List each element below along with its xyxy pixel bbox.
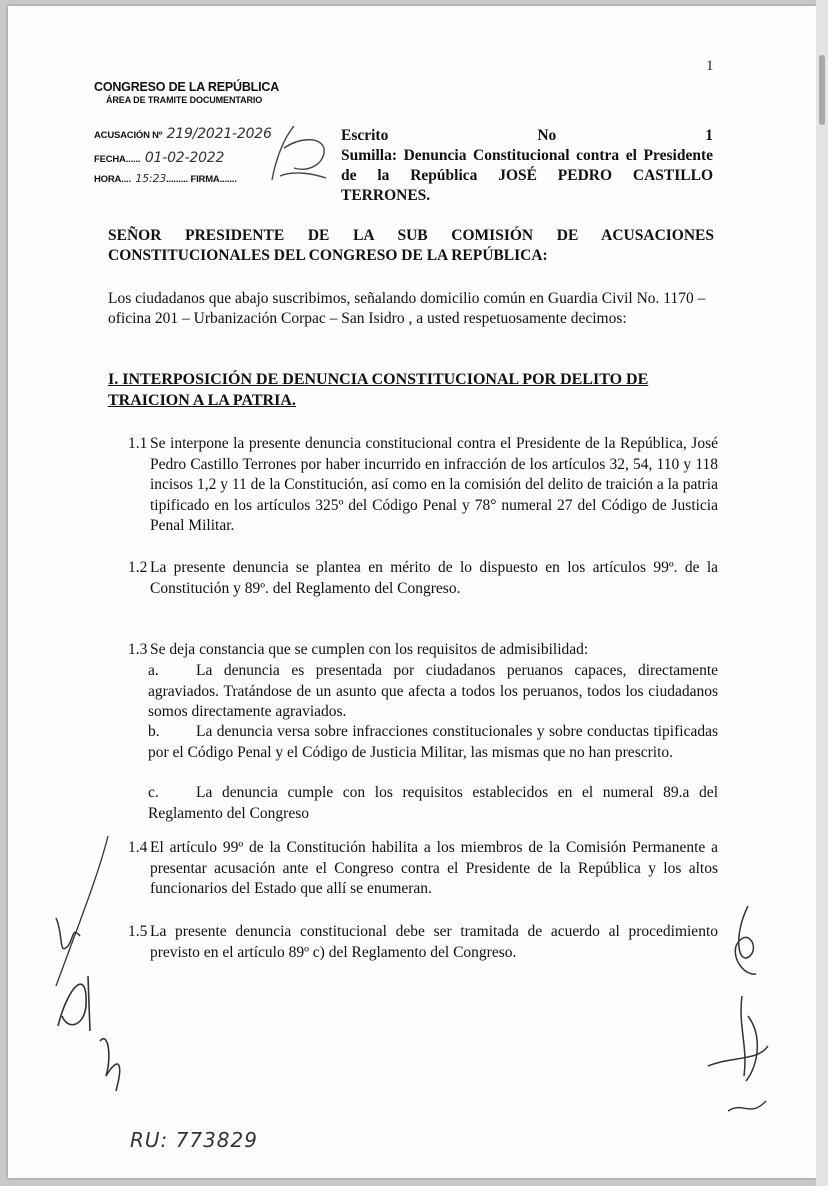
stamp-hora-label: HORA — [94, 174, 122, 185]
sub-item: c. La denuncia cumple con los requisitos establecidos en el numeral 89.a del Reglamento del Congreso — [148, 784, 718, 822]
stamp-initials-signature — [254, 118, 334, 188]
document-heading — [341, 126, 713, 206]
stamp-firma-label: FIRMA — [190, 174, 220, 185]
list-item: 1.2 La presente denuncia se plantea en mérito de lo dispuesto en los artículos 99º. de la Constitución y 89º. del Reglamento del Congreso. — [128, 559, 718, 597]
stamp-org: CONGRESO DE LA REPÚBLICA — [94, 80, 280, 94]
sumilla: Sumilla: Denuncia Constitucional contra el Presidente de la República JOSÉ PEDRO CASTILLO TERRONES. — [341, 147, 713, 204]
addressee: SEÑOR PRESIDENTE DE LA SUB COMISIÓN DE ACUSACIONES CONSTITUCIONALES DEL CONGRESO DE LA REPÚBLICA: — [108, 227, 714, 264]
stamp-fecha-row: FECHA...... 01-02-2022 — [94, 150, 225, 166]
page-number: 1 — [706, 58, 714, 74]
sub-item: b. La denuncia versa sobre infracciones constitucionales y sobre conductas tipificadas por el Código Penal y el Código de Justicia Militar, las mismas que no han prescrito. — [148, 723, 718, 761]
stamp-fecha-label: FECHA — [94, 154, 126, 165]
stamp-acusacion-value: 219/2021-2026 — [166, 126, 272, 142]
stamp-hora-value: 15:23 — [135, 172, 167, 185]
reception-stamp — [94, 80, 334, 185]
list-item: 1.3 Se deja constancia que se cumplen con los requisitos de admisibilidad: — [128, 641, 589, 658]
sub-item: a. La denuncia es presentada por ciudadanos peruanos capaces, directamente agraviados. Tratándose de un asunto que afecta a todos los peruanos, todos los ciudadanos somos directamente agraviados. — [148, 662, 718, 720]
right-margin-signatures — [688, 896, 798, 1126]
scrollbar[interactable] — [816, 0, 828, 1186]
intro-paragraph: Los ciudadanos que abajo suscribimos, señalando domicilio común en Guardia Civil No. 1170 – oficina 201 – Urbanización Corpac – San Isidro , a usted respetuosamente decimos: — [108, 290, 706, 327]
left-margin-signatures — [28, 826, 138, 1106]
stamp-hora-row: HORA.... 15:23......... FIRMA....... — [94, 172, 237, 185]
escrito-number: 1 — [705, 127, 713, 144]
escrito-label: Escrito — [341, 127, 389, 144]
list-item: 1.4 El artículo 99º de la Constitución habilita a los miembros de la Comisión Permanente a presentar acusación ante el Congreso contra el Presidente de la República y los altos funcionarios del Estado que allí se enumeran. — [128, 839, 718, 897]
list-item: 1.1 Se interpone la presente denuncia constitucional contra el Presidente de la República, José Pedro Castillo Terrones por haber incurrido en infracción de los artículos 32, 54, 110 y 118 incisos 1,2 y 11 de la Constitución, así como en la comisión del delito de traición a la patria tipificado en los artículos 325º del Código Penal y 78° numeral 27 del Código de Justicia Penal Militar. — [128, 435, 718, 534]
stamp-area: ÁREA DE TRAMITE DOCUMENTARIO — [106, 95, 263, 105]
section-title: I. INTERPOSICIÓN DE DENUNCIA CONSTITUCIONAL POR DELITO DE TRAICION A LA PATRIA. — [108, 371, 649, 409]
no-label: No — [537, 127, 557, 144]
list-item: 1.5 La presente denuncia constitucional debe ser tramitada de acuerdo al procedimiento previsto en el artículo 89º c) del Reglamento del Congreso. — [128, 923, 718, 961]
handwritten-reference: RU: 773829 — [130, 1128, 258, 1152]
scrollbar-thumb[interactable] — [819, 55, 825, 125]
stamp-fecha-value: 01-02-2022 — [144, 150, 225, 166]
stamp-acusacion-label: ACUSACIÓN Nº — [94, 130, 163, 141]
document-page — [8, 6, 816, 1178]
stamp-acusacion-row — [94, 126, 272, 142]
